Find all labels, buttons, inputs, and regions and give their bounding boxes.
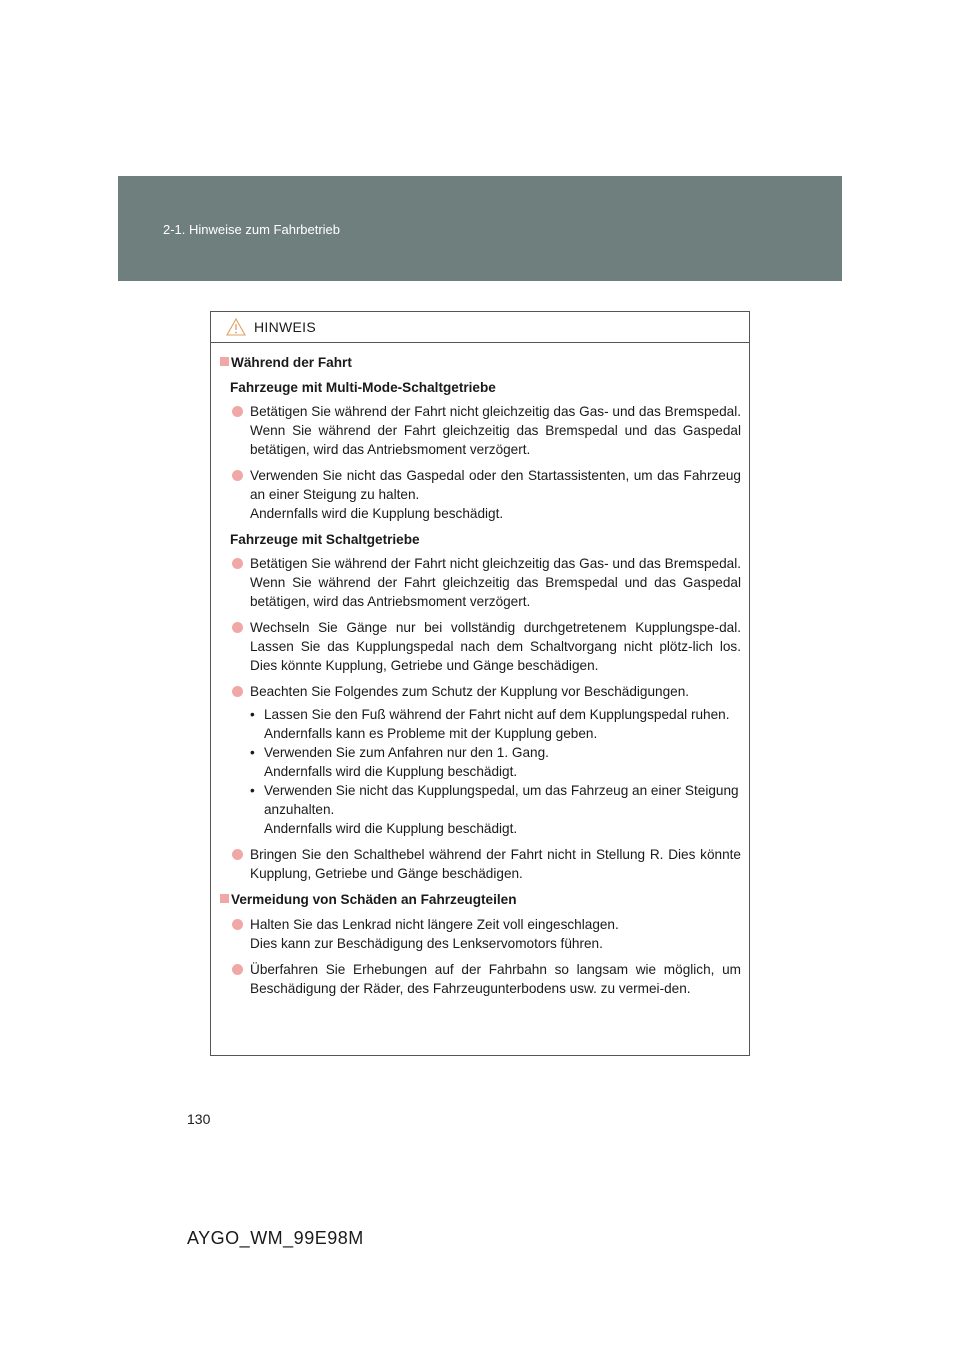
- section-heading-text: Während der Fahrt: [231, 355, 352, 370]
- round-bullet-icon: [232, 964, 243, 975]
- notice-title: HINWEIS: [254, 319, 316, 335]
- round-bullet-icon: [232, 686, 243, 697]
- notice-body: [211, 343, 749, 998]
- round-bullet-icon: [232, 622, 243, 633]
- bullet-text-line: Wechseln Sie Gänge nur bei vollständig durchgetretenem Kupplungspe-dal. Lassen Sie das Kupplungspedal nach dem Schaltvorgang nicht plötz-lich los. Dies könnte Kupplung, Getriebe und Gänge beschädigen.: [250, 620, 741, 673]
- manual-code: AYGO_WM_99E98M: [187, 1228, 364, 1248]
- round-bullet-icon: [232, 919, 243, 930]
- notice-bullet: [219, 960, 741, 998]
- notice-box: [210, 311, 750, 1056]
- bullet-text-line: Betätigen Sie während der Fahrt nicht gleichzeitig das Gas- und das Bremspedal. Wenn Sie während der Fahrt gleichzeitig das Bremspedal und das Gaspedal betätigen, wird das Antriebsmoment verzögert.: [250, 404, 741, 457]
- round-bullet-icon: [232, 849, 243, 860]
- dash-list: [250, 705, 741, 838]
- dash-item-text-line: Andernfalls wird die Kupplung beschädigt.: [264, 821, 518, 836]
- bullet-text-line: Andernfalls wird die Kupplung beschädigt.: [250, 506, 504, 521]
- dash-list-item: [250, 743, 741, 781]
- notice-bullet: [219, 618, 741, 675]
- square-bullet-icon: [220, 357, 229, 366]
- section-title: 2-1. Hinweise zum Fahrbetrieb: [163, 222, 341, 237]
- notice-bullet: [219, 402, 741, 459]
- notice-bullet: [219, 915, 741, 953]
- notice-bullet: [219, 845, 741, 883]
- dash-list-item: [250, 705, 741, 743]
- round-bullet-icon: [232, 558, 243, 569]
- section-heading: [219, 890, 741, 909]
- list-marker: •: [250, 745, 255, 760]
- square-bullet-icon: [220, 894, 229, 903]
- round-bullet-icon: [232, 406, 243, 417]
- list-marker: •: [250, 707, 255, 722]
- section-header-band: [118, 176, 842, 281]
- notice-bullet: [219, 466, 741, 523]
- subsection-heading: Fahrzeuge mit Multi-Mode-Schaltgetriebe: [230, 380, 496, 395]
- notice-bullet: [219, 682, 741, 838]
- dash-item-text-line: Andernfalls wird die Kupplung beschädigt.: [264, 764, 518, 779]
- notice-bullet: [219, 554, 741, 611]
- warning-triangle-icon: [226, 318, 246, 336]
- list-marker: •: [250, 783, 255, 798]
- subsection-heading: Fahrzeuge mit Schaltgetriebe: [230, 532, 420, 547]
- notice-header: [211, 312, 749, 343]
- bullet-text-line: Beachten Sie Folgendes zum Schutz der Kupplung vor Beschädigungen.: [250, 684, 690, 699]
- dash-item-text-line: Andernfalls kann es Probleme mit der Kupplung geben.: [264, 726, 598, 741]
- dash-list-item: [250, 781, 741, 838]
- dash-item-text-line: Lassen Sie den Fuß während der Fahrt nicht auf dem Kupplungspedal ruhen.: [264, 707, 730, 722]
- bullet-text-line: Halten Sie das Lenkrad nicht längere Zeit voll eingeschlagen.: [250, 917, 619, 932]
- bullet-text-line: Dies kann zur Beschädigung des Lenkservomotors führen.: [250, 936, 603, 951]
- bullet-text-line: Bringen Sie den Schalthebel während der Fahrt nicht in Stellung R. Dies könnte Kupplung, Getriebe und Gänge beschädigen.: [250, 847, 741, 881]
- bullet-text-line: Verwenden Sie nicht das Gaspedal oder den Startassistenten, um das Fahrzeug an einer Steigung zu halten.: [250, 468, 741, 502]
- section-heading: [219, 353, 741, 372]
- round-bullet-icon: [232, 470, 243, 481]
- bullet-text-line: Betätigen Sie während der Fahrt nicht gleichzeitig das Gas- und das Bremspedal. Wenn Sie während der Fahrt gleichzeitig das Bremspedal und das Gaspedal betätigen, wird das Antriebsmoment verzögert.: [250, 556, 741, 609]
- dash-item-text-line: Verwenden Sie zum Anfahren nur den 1. Gang.: [264, 745, 549, 760]
- dash-item-text-line: Verwenden Sie nicht das Kupplungspedal, um das Fahrzeug an einer Steigung anzuhalten.: [264, 783, 739, 817]
- section-heading-text: Vermeidung von Schäden an Fahrzeugteilen: [231, 892, 517, 907]
- bullet-text-line: Überfahren Sie Erhebungen auf der Fahrbahn so langsam wie möglich, um Beschädigung der Räder, des Fahrzeugunterbodens usw. zu vermei-den.: [250, 962, 741, 996]
- page-number: 130: [187, 1111, 211, 1127]
